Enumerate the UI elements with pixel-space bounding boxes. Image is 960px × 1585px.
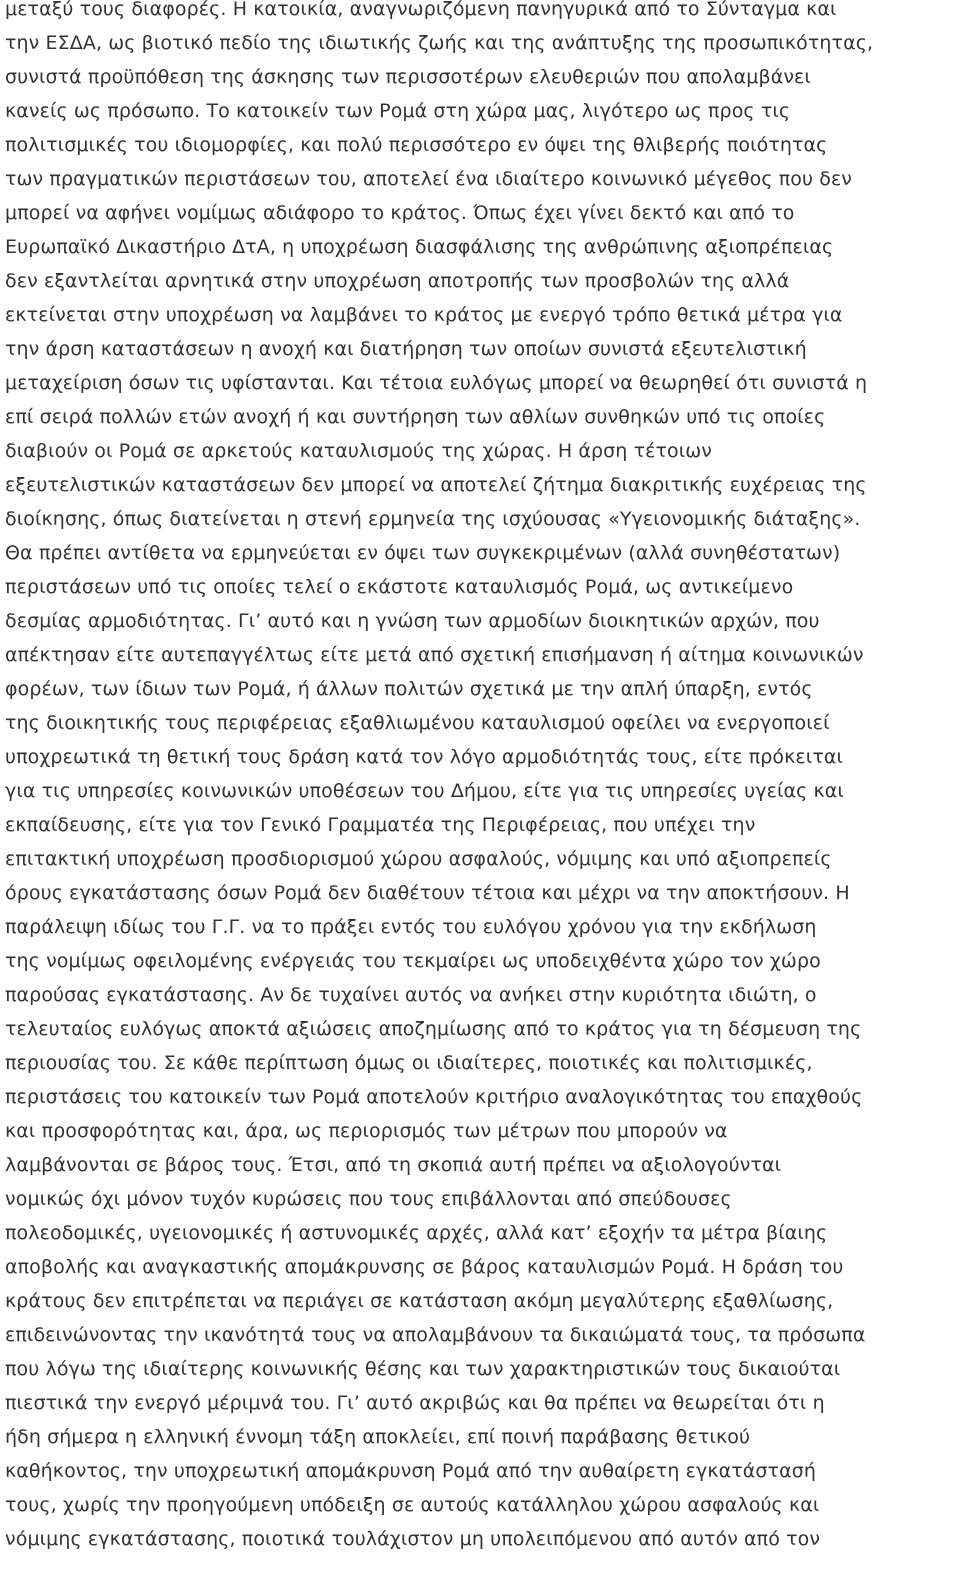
text-line: και προσφορότητας και, άρα, ως περιορισμός των μέτρων που μπορούν να — [5, 1120, 728, 1142]
text-line: Ευρωπαϊκό Δικαστήριο ΔτΑ, η υποχρέωση διασφάλισης της ανθρώπινης αξιοπρέπειας — [5, 236, 834, 258]
text-line: δεν εξαντλείται αρνητικά στην υποχρέωση αποτροπής των προσβολών της αλλά — [5, 270, 790, 292]
text-line: παρούσας εγκατάστασης. Αν δε τυχαίνει αυτός να ανήκει στην κυριότητα ιδιώτη, ο — [5, 984, 817, 1006]
text-line: Θα πρέπει αντίθετα να ερμηνεύεται εν όψει των συγκεκριμένων (αλλά συνηθέστατων) — [5, 542, 841, 564]
text-line: εκπαίδευσης, είτε για τον Γενικό Γραμματέα της Περιφέρειας, που υπέχει την — [5, 814, 756, 836]
text-line: τους, χωρίς την προηγούμενη υπόδειξη σε αυτούς κατάλληλου χώρου ασφαλούς και — [5, 1494, 820, 1516]
text-line: διαβιούν οι Ρομά σε αρκετούς καταυλισμούς της χώρας. Η άρση τέτοιων — [5, 440, 713, 462]
text-line: των πραγματικών περιστάσεων του, αποτελεί ένα ιδιαίτερο κοινωνικό μέγεθος που δεν — [5, 168, 853, 190]
text-line: δεσμίας αρμοδιότητας. Γι’ αυτό και η γνώση των αρμοδίων διοικητικών αρχών, που — [5, 610, 820, 632]
text-line: μεταχείριση όσων τις υφίστανται. Και τέτοια ευλόγως μπορεί να θεωρηθεί ότι συνιστά η — [5, 372, 868, 394]
text-line: φορέων, των ίδιων των Ρομά, ή άλλων πολιτών σχετικά με την απλή ύπαρξη, εντός — [5, 678, 813, 700]
text-line: συνιστά προϋπόθεση της άσκησης των περισσοτέρων ελευθεριών που απολαμβάνει — [5, 66, 811, 88]
text-line: της νομίμως οφειλομένης ενέργειάς του τεκμαίρει ως υποδειχθέντα χώρο τον χώρο — [5, 950, 821, 972]
text-line: νομικώς όχι μόνον τυχόν κυρώσεις που τους επιβάλλονται από σπεύδουσες — [5, 1188, 732, 1210]
text-line: περιουσίας του. Σε κάθε περίπτωση όμως οι ιδιαίτερες, ποιοτικές και πολιτισμικές, — [5, 1052, 813, 1074]
text-line: περιστάσεις του κατοικείν των Ρομά αποτελούν κριτήριο αναλογικότητας του επαχθούς — [5, 1086, 863, 1108]
text-line: πολεοδομικές, υγειονομικές ή αστυνομικές αρχές, αλλά κατ’ εξοχήν τα μέτρα βίαιης — [5, 1222, 828, 1244]
text-line: καθήκοντος, την υποχρεωτική απομάκρυνση Ρομά από την αυθαίρετη εγκατάστασή — [5, 1460, 816, 1482]
text-line: επιτακτική υποχρέωση προσδιορισμού χώρου ασφαλούς, νόμιμης και υπό αξιοπρεπείς — [5, 848, 832, 870]
text-line: παράλειψη ιδίως του Γ.Γ. να το πράξει εντός του ευλόγου χρόνου για την εκδήλωση — [5, 916, 817, 938]
text-line: που λόγω της ιδιαίτερης κοινωνικής θέσης και των χαρακτηριστικών τους δικαιούται — [5, 1358, 841, 1380]
text-line: περιστάσεων υπό τις οποίες τελεί ο εκάστοτε καταυλισμός Ρομά, ως αντικείμενο — [5, 576, 794, 598]
text-line: διοίκησης, όπως διατείνεται η στενή ερμηνεία της ισχύουσας «Υγειονομικής διάταξης». — [5, 508, 861, 530]
text-line: για τις υπηρεσίες κοινωνικών υποθέσεων του Δήμου, είτε για τις υπηρεσίες υγείας και — [5, 780, 844, 802]
text-line: πιεστικά την ενεργό μέριμνά του. Γι’ αυτό ακριβώς και θα πρέπει να θεωρείται ότι η — [5, 1392, 825, 1414]
text-line: απέκτησαν είτε αυτεπαγγέλτως είτε μετά από σχετική επισήμανση ή αίτημα κοινωνικών — [5, 644, 864, 666]
text-line: πολιτισμικές του ιδιομορφίες, και πολύ περισσότερο εν όψει της θλιβερής ποιότητας — [5, 134, 828, 156]
text-line: εξευτελιστικών καταστάσεων δεν μπορεί να αποτελεί ζήτημα διακριτικής ευχέρειας της — [5, 474, 867, 496]
text-line: κράτους δεν επιτρέπεται να περιάγει σε κατάσταση ακόμη μεγαλύτερης εξαθλίωσης, — [5, 1290, 834, 1312]
text-line: μπορεί να αφήνει νομίμως αδιάφορο το κράτος. Όπως έχει γίνει δεκτό και από το — [5, 202, 795, 224]
text-line: κανείς ως πρόσωπο. Το κατοικείν των Ρομά στη χώρα μας, λιγότερο ως προς τις — [5, 100, 791, 122]
text-line: της διοικητικής τους περιφέρειας εξαθλιωμένου καταυλισμού οφείλει να ενεργοποιεί — [5, 712, 830, 734]
text-line: υποχρεωτικά τη θετική τους δράση κατά τον λόγο αρμοδιότητάς τους, είτε πρόκειται — [5, 746, 844, 768]
document-text — [5, 0, 955, 1556]
text-line: τελευταίος ευλόγως αποκτά αξιώσεις αποζημίωσης από το κράτος για τη δέσμευση της — [5, 1018, 862, 1040]
text-line: την ΕΣΔΑ, ως βιοτικό πεδίο της ιδιωτικής ζωής και της ανάπτυξης της προσωπικότητας, — [5, 32, 874, 54]
text-line: ήδη σήμερα η ελληνική έννομη τάξη αποκλείει, επί ποινή παράβασης θετικού — [5, 1426, 751, 1448]
text-line: λαμβάνονται σε βάρος τους. Έτσι, από τη σκοπιά αυτή πρέπει να αξιολογούνται — [5, 1154, 782, 1176]
text-line: επιδεινώνοντας την ικανότητά τους να απολαμβάνουν τα δικαιώματά τους, τα πρόσωπα — [5, 1324, 866, 1346]
text-line: αποβολής και αναγκαστικής απομάκρυνσης σε βάρος καταυλισμών Ρομά. Η δράση του — [5, 1256, 844, 1278]
text-line: εκτείνεται στην υποχρέωση να λαμβάνει το κράτος με ενεργό τρόπο θετικά μέτρα για — [5, 304, 843, 326]
text-line: επί σειρά πολλών ετών ανοχή ή και συντήρηση των αθλίων συνθηκών υπό τις οποίες — [5, 406, 826, 428]
text-line: την άρση καταστάσεων η ανοχή και διατήρηση των οποίων συνιστά εξευτελιστική — [5, 338, 807, 360]
text-line: μεταξύ τους διαφορές. Η κατοικία, αναγνωριζόμενη πανηγυρικά από το Σύνταγμα και — [5, 0, 837, 20]
text-line: όρους εγκατάστασης όσων Ρομά δεν διαθέτουν τέτοια και μέχρι να την αποκτήσουν. Η — [5, 882, 850, 904]
text-line: νόμιμης εγκατάστασης, ποιοτικά τουλάχιστον μη υπολειπόμενου από αυτόν από τον — [5, 1528, 821, 1550]
